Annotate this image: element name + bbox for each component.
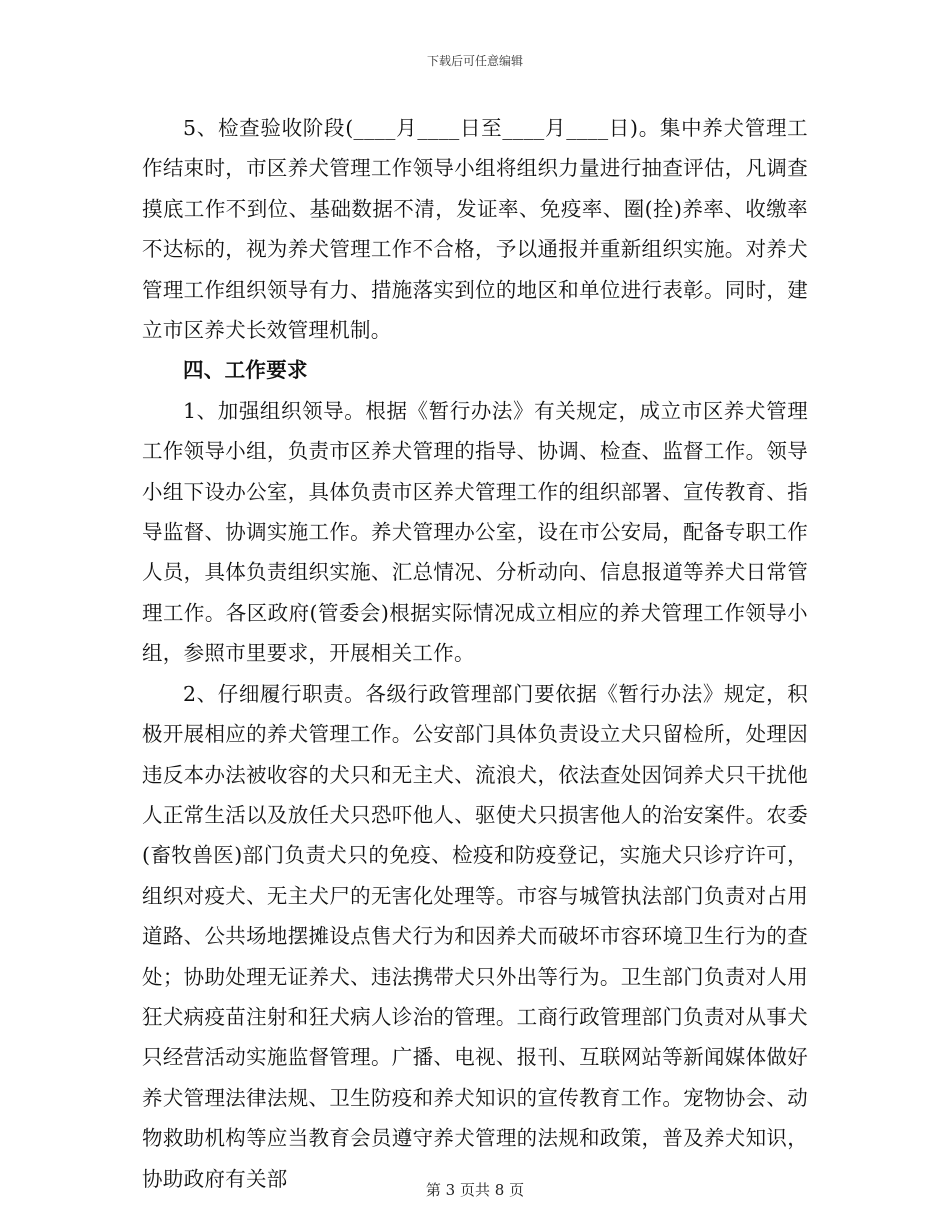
page-header: 下载后可任意编辑 xyxy=(426,54,523,68)
paragraph-inspection-stage: 5、检查验收阶段(____月____日至____月____日)。集中养犬管理工作结束时，市区养犬管理工作领导小组将组织力量进行抽查评估，凡调查摸底工作不到位、基础数据不清，发证率、免疫率、圈(拴)养率、收缴率不达标的，视为养犬管理工作不合格，予以通报并重新组织实施。对养犬管理工作组织领导有力、措施落实到位的地区和单位进行表彰。同时，建立市区养犬长效管理机制。 xyxy=(142,116,808,343)
paragraph-fulfill-duties: 2、仔细履行职责。各级行政管理部门要依据《暂行办法》规定，积极开展相应的养犬管理工作。公安部门具体负责设立犬只留检所，处理因违反本办法被收容的犬只和无主犬、流浪犬，依法查处因饲养犬只干扰他人正常生活以及放任犬只恐吓他人、驱使犬只损害他人的治安案件。农委(畜牧兽医)部门负责犬只的免疫、检疫和防疫登记，实施犬只诊疗许可，组织对疫犬、无主犬尸的无害化处理等。市容与城管执法部门负责对占用道路、公共场地摆摊设点售犬行为和因养犬而破坏市容环境卫生行为的查处；协助处理无证养犬、违法携带犬只外出等行为。卫生部门负责对人用狂犬病疫苗注射和狂犬病人诊治的管理。工商行政管理部门负责对从事犬只经营活动实施监督管理。广播、电视、报刊、互联网站等新闻媒体做好养犬管理法律法规、卫生防疫和养犬知识的宣传教育工作。宠物协会、动物救助机构等应当教育会员遵守养犬管理的法规和政策，普及养犬知识，协助政府有关部 xyxy=(142,681,808,1191)
section-heading-work-requirements: 四、工作要求 xyxy=(183,358,308,383)
page-number-footer: 第 3 页共 8 页 xyxy=(425,1181,525,1199)
document-body xyxy=(142,108,808,1199)
paragraph-strengthen-leadership: 1、加强组织领导。根据《暂行办法》有关规定，成立市区养犬管理工作领导小组，负责市区养犬管理的指导、协调、检查、监督工作。领导小组下设办公室，具体负责市区养犬管理工作的组织部署、宣传教育、指导监督、协调实施工作。养犬管理办公室，设在市公安局，配备专职工作人员，具体负责组织实施、汇总情况、分析动向、信息报道等养犬日常管理工作。各区政府(管委会)根据实际情况成立相应的养犬管理工作领导小组，参照市里要求，开展相关工作。 xyxy=(142,398,808,666)
